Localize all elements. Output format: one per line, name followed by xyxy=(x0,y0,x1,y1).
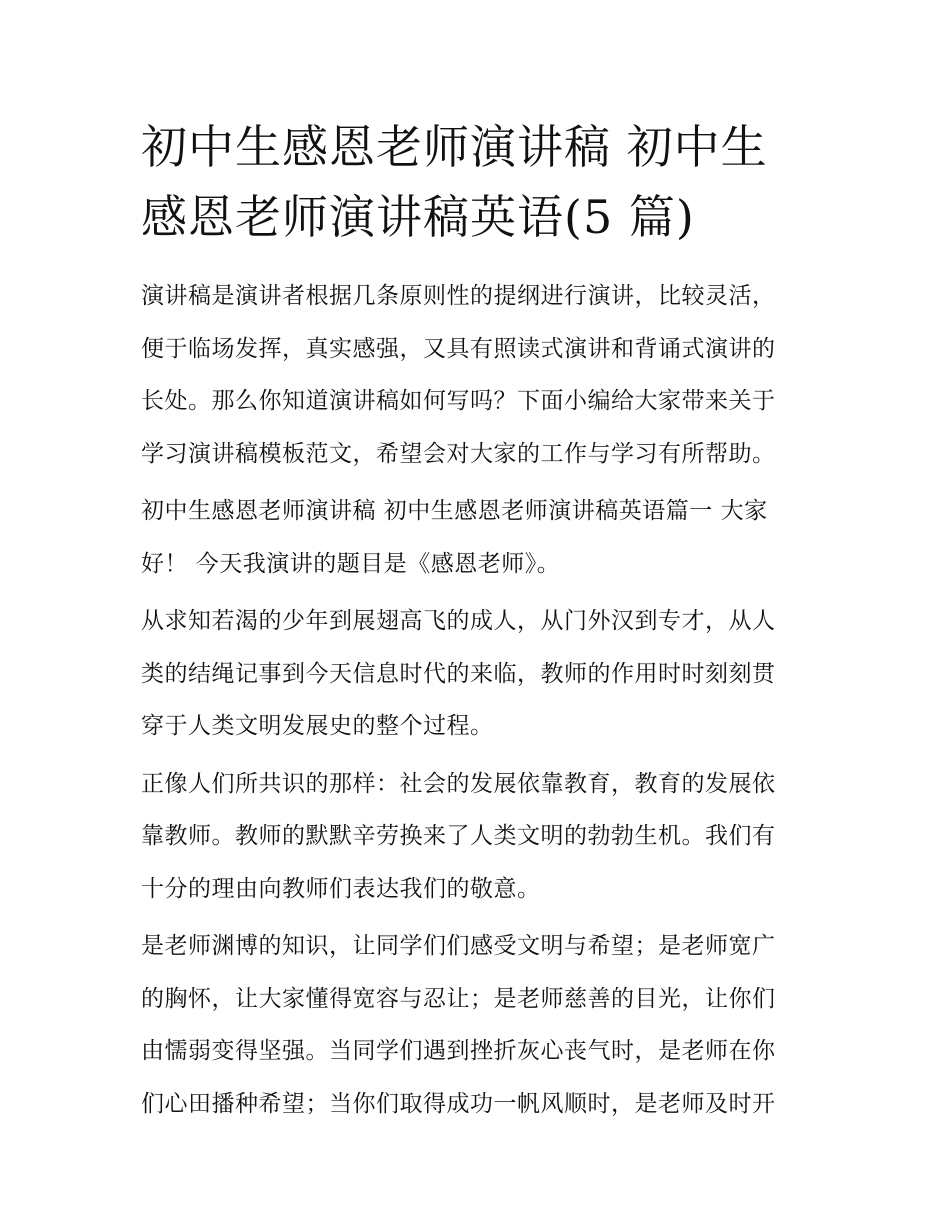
text-line: 穿于人类文明发展史的整个过程。 xyxy=(141,713,494,739)
title-line: 感恩老师演讲稿英语(5 篇) xyxy=(141,190,695,244)
paragraph-intro xyxy=(141,270,813,480)
paragraph-greeting xyxy=(141,485,813,590)
text-line: 演讲稿是演讲者根据几条原则性的提纲进行演讲，比较灵活， xyxy=(141,283,776,309)
paragraph-society xyxy=(141,758,813,916)
text-line: 正像人们所共识的那样：社会的发展依靠教育，教育的发展依 xyxy=(141,770,776,797)
paragraph-teachers xyxy=(141,920,813,1130)
text-line: 十分的理由向教师们表达我们的敬意。 xyxy=(141,875,541,902)
text-line: 们心田播种希望；当你们取得成功一帆风顺时，是老师及时开 xyxy=(141,1090,776,1117)
text-line: 类的结绳记事到今天信息时代的来临，教师的作用时时刻刻贯 xyxy=(141,660,776,687)
text-line: 由懦弱变得坚强。当同学们遇到挫折灰心丧气时，是老师在你 xyxy=(141,1038,776,1064)
document-body xyxy=(141,112,813,1135)
text-line: 初中生感恩老师演讲稿 初中生感恩老师演讲稿英语篇一 大家 xyxy=(141,498,768,524)
text-line: 便于临场发挥，真实感强，又具有照读式演讲和背诵式演讲的 xyxy=(141,335,776,362)
title-line: 初中生感恩老师演讲稿 初中生 xyxy=(141,120,768,174)
text-line: 的胸怀，让大家懂得宽容与忍让；是老师慈善的目光，让你们 xyxy=(141,985,776,1012)
paragraph-history xyxy=(141,595,813,753)
text-line: 好！ 今天我演讲的题目是《感恩老师》。 xyxy=(141,550,561,577)
text-line: 靠教师。教师的默默辛劳换来了人类文明的勃勃生机。我们有 xyxy=(141,823,776,849)
text-line: 学习演讲稿模板范文，希望会对大家的工作与学习有所帮助。 xyxy=(141,440,776,467)
text-line: 长处。那么你知道演讲稿如何写吗？下面小编给大家带来关于 xyxy=(141,388,776,414)
text-line: 是老师渊博的知识，让同学们们感受文明与希望；是老师宽广 xyxy=(141,933,776,959)
text-line: 从求知若渴的少年到展翅高飞的成人，从门外汉到专才，从人 xyxy=(141,608,776,634)
document-title xyxy=(141,112,813,252)
